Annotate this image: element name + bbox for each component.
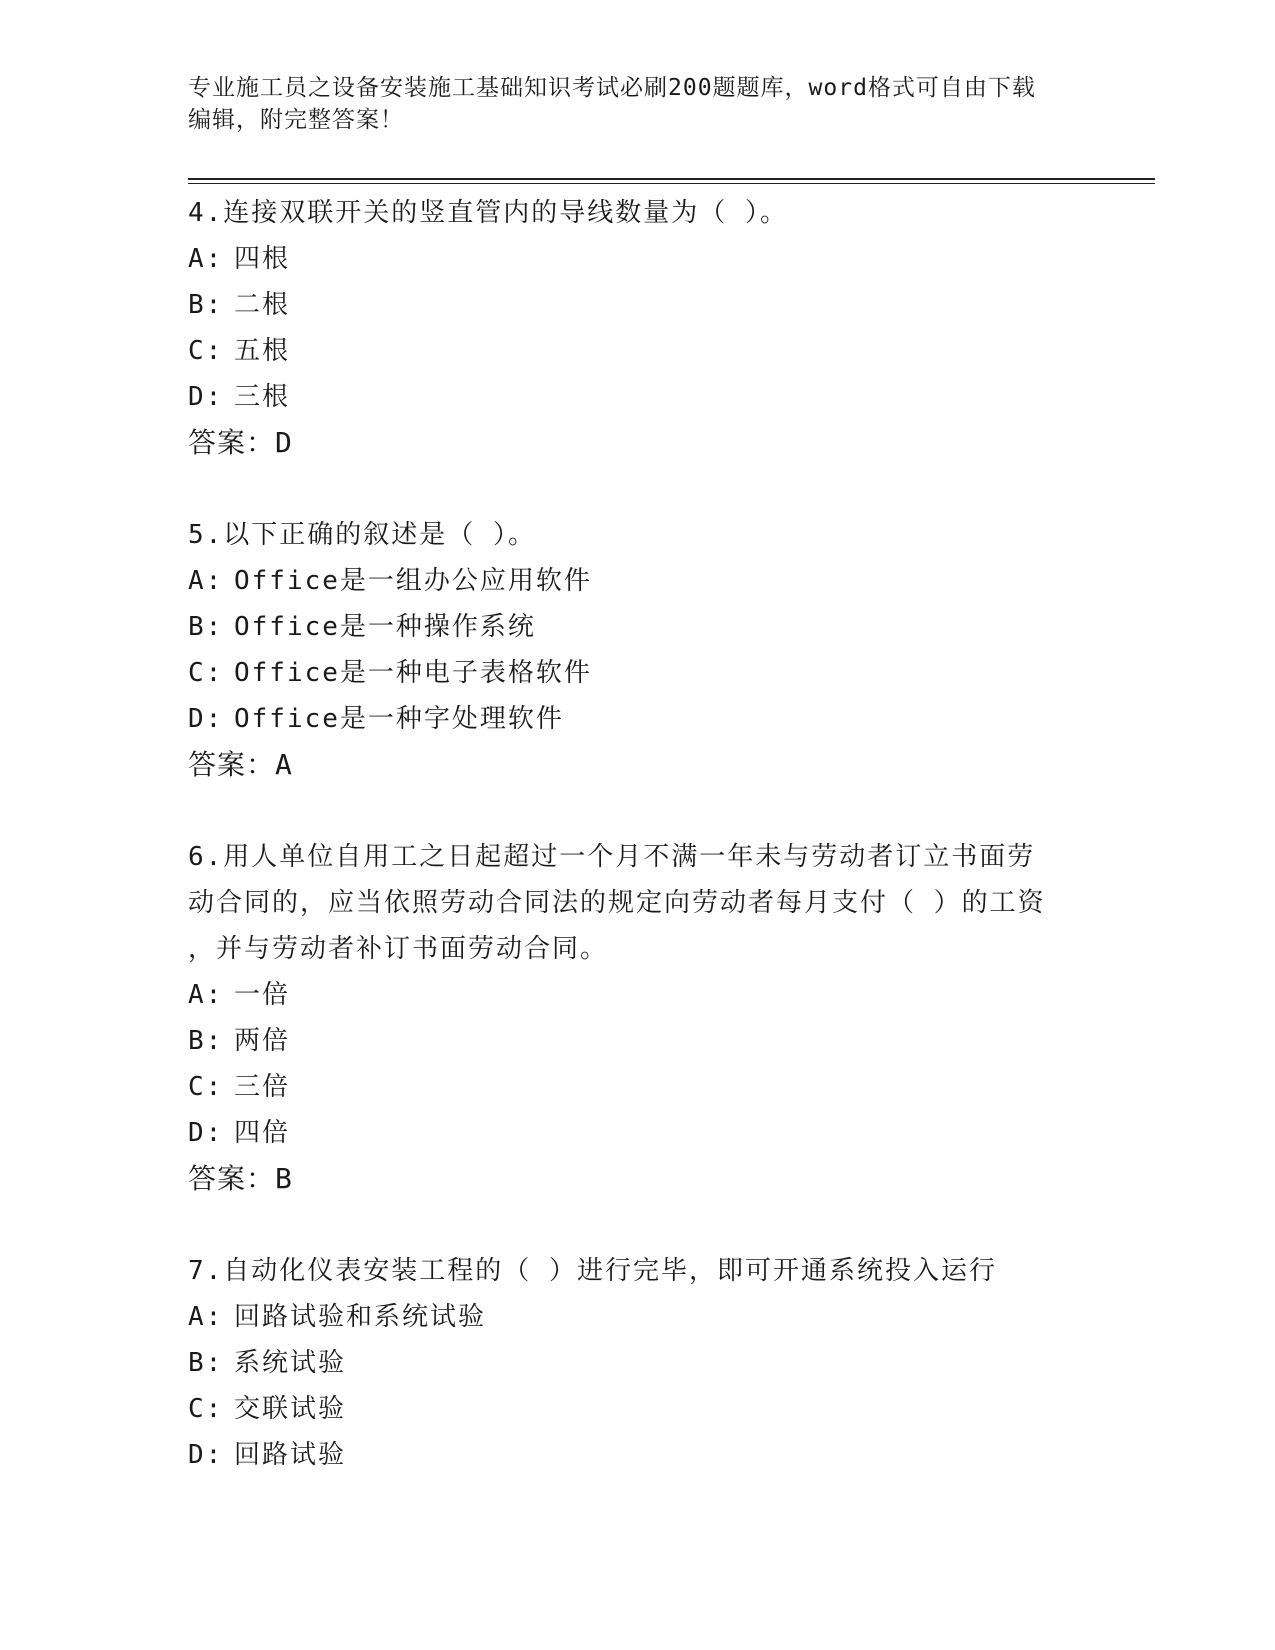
- option-letter: D:: [188, 704, 224, 734]
- option-letter: A:: [188, 244, 224, 274]
- option-text: 回路试验: [234, 1440, 347, 1470]
- option-text: 二根: [234, 290, 291, 320]
- question-stem-line: 7.自动化仪表安装工程的（ ）进行完毕，即可开通系统投入运行: [188, 1256, 997, 1286]
- answer-line: 答案：D: [188, 426, 293, 459]
- option-text: Office是一种操作系统: [234, 612, 536, 642]
- option-letter: C:: [188, 336, 224, 366]
- header-line-1: 专业施工员之设备安装施工基础知识考试必刷200题题库，word格式可自由下载: [188, 75, 1036, 101]
- option-letter: B:: [188, 1026, 224, 1056]
- option-c: [188, 1064, 1088, 1110]
- question-stem-line: 4.连接双联开关的竖直管内的导线数量为（ ）。: [188, 198, 788, 228]
- option-letter: A:: [188, 566, 224, 596]
- question-item: [188, 834, 1088, 1202]
- option-letter: A:: [188, 1302, 224, 1332]
- option-d: [188, 374, 1088, 420]
- option-c: [188, 1386, 1088, 1432]
- option-letter: D:: [188, 1118, 224, 1148]
- option-a: [188, 972, 1088, 1018]
- option-letter: D:: [188, 382, 224, 412]
- option-b: [188, 604, 1088, 650]
- option-text: 系统试验: [234, 1348, 347, 1378]
- option-letter: B:: [188, 1348, 224, 1378]
- document-header: [188, 72, 1078, 136]
- option-a: [188, 558, 1088, 604]
- question-stem: [188, 190, 1088, 236]
- option-text: Office是一组办公应用软件: [234, 566, 592, 596]
- question-stem-line: 6.用人单位自用工之日起超过一个月不满一年未与劳动者订立书面劳: [188, 842, 1036, 872]
- option-b: [188, 1340, 1088, 1386]
- question-stem: [188, 1248, 1088, 1294]
- question-spacer: [188, 1202, 1088, 1248]
- option-c: [188, 650, 1088, 696]
- option-text: 交联试验: [234, 1394, 347, 1424]
- header-line-2: 编辑，附完整答案！: [188, 107, 404, 133]
- option-d: [188, 696, 1088, 742]
- option-letter: B:: [188, 290, 224, 320]
- option-letter: B:: [188, 612, 224, 642]
- option-a: [188, 1294, 1088, 1340]
- option-text: 两倍: [234, 1026, 291, 1056]
- question-item: [188, 190, 1088, 466]
- option-d: [188, 1110, 1088, 1156]
- header-divider-thick: [188, 178, 1155, 180]
- question-item: [188, 512, 1088, 788]
- option-text: 三倍: [234, 1072, 291, 1102]
- answer-line: 答案：B: [188, 1162, 293, 1195]
- option-text: Office是一种电子表格软件: [234, 658, 592, 688]
- question-item: [188, 1248, 1088, 1478]
- question-spacer: [188, 788, 1088, 834]
- option-b: [188, 282, 1088, 328]
- question-stem-line: 5.以下正确的叙述是（ ）。: [188, 520, 536, 550]
- question-list: [188, 190, 1088, 1478]
- question-spacer: [188, 466, 1088, 512]
- question-stem: [188, 834, 1088, 972]
- option-letter: D:: [188, 1440, 224, 1470]
- option-letter: C:: [188, 1394, 224, 1424]
- option-text: 四倍: [234, 1118, 291, 1148]
- option-text: 三根: [234, 382, 291, 412]
- option-b: [188, 1018, 1088, 1064]
- answer-line: 答案：A: [188, 748, 293, 781]
- option-a: [188, 236, 1088, 282]
- option-letter: C:: [188, 1072, 224, 1102]
- header-divider-thin: [188, 183, 1155, 184]
- option-text: Office是一种字处理软件: [234, 704, 564, 734]
- option-text: 一倍: [234, 980, 291, 1010]
- option-c: [188, 328, 1088, 374]
- option-text: 四根: [234, 244, 291, 274]
- question-stem: [188, 512, 1088, 558]
- option-d: [188, 1432, 1088, 1478]
- option-letter: C:: [188, 658, 224, 688]
- question-stem-line: ，并与劳动者补订书面劳动合同。: [188, 934, 609, 964]
- question-stem-line: 动合同的，应当依照劳动合同法的规定向劳动者每月支付（ ）的工资: [188, 888, 1046, 918]
- option-text: 回路试验和系统试验: [234, 1302, 487, 1332]
- option-text: 五根: [234, 336, 291, 366]
- option-letter: A:: [188, 980, 224, 1010]
